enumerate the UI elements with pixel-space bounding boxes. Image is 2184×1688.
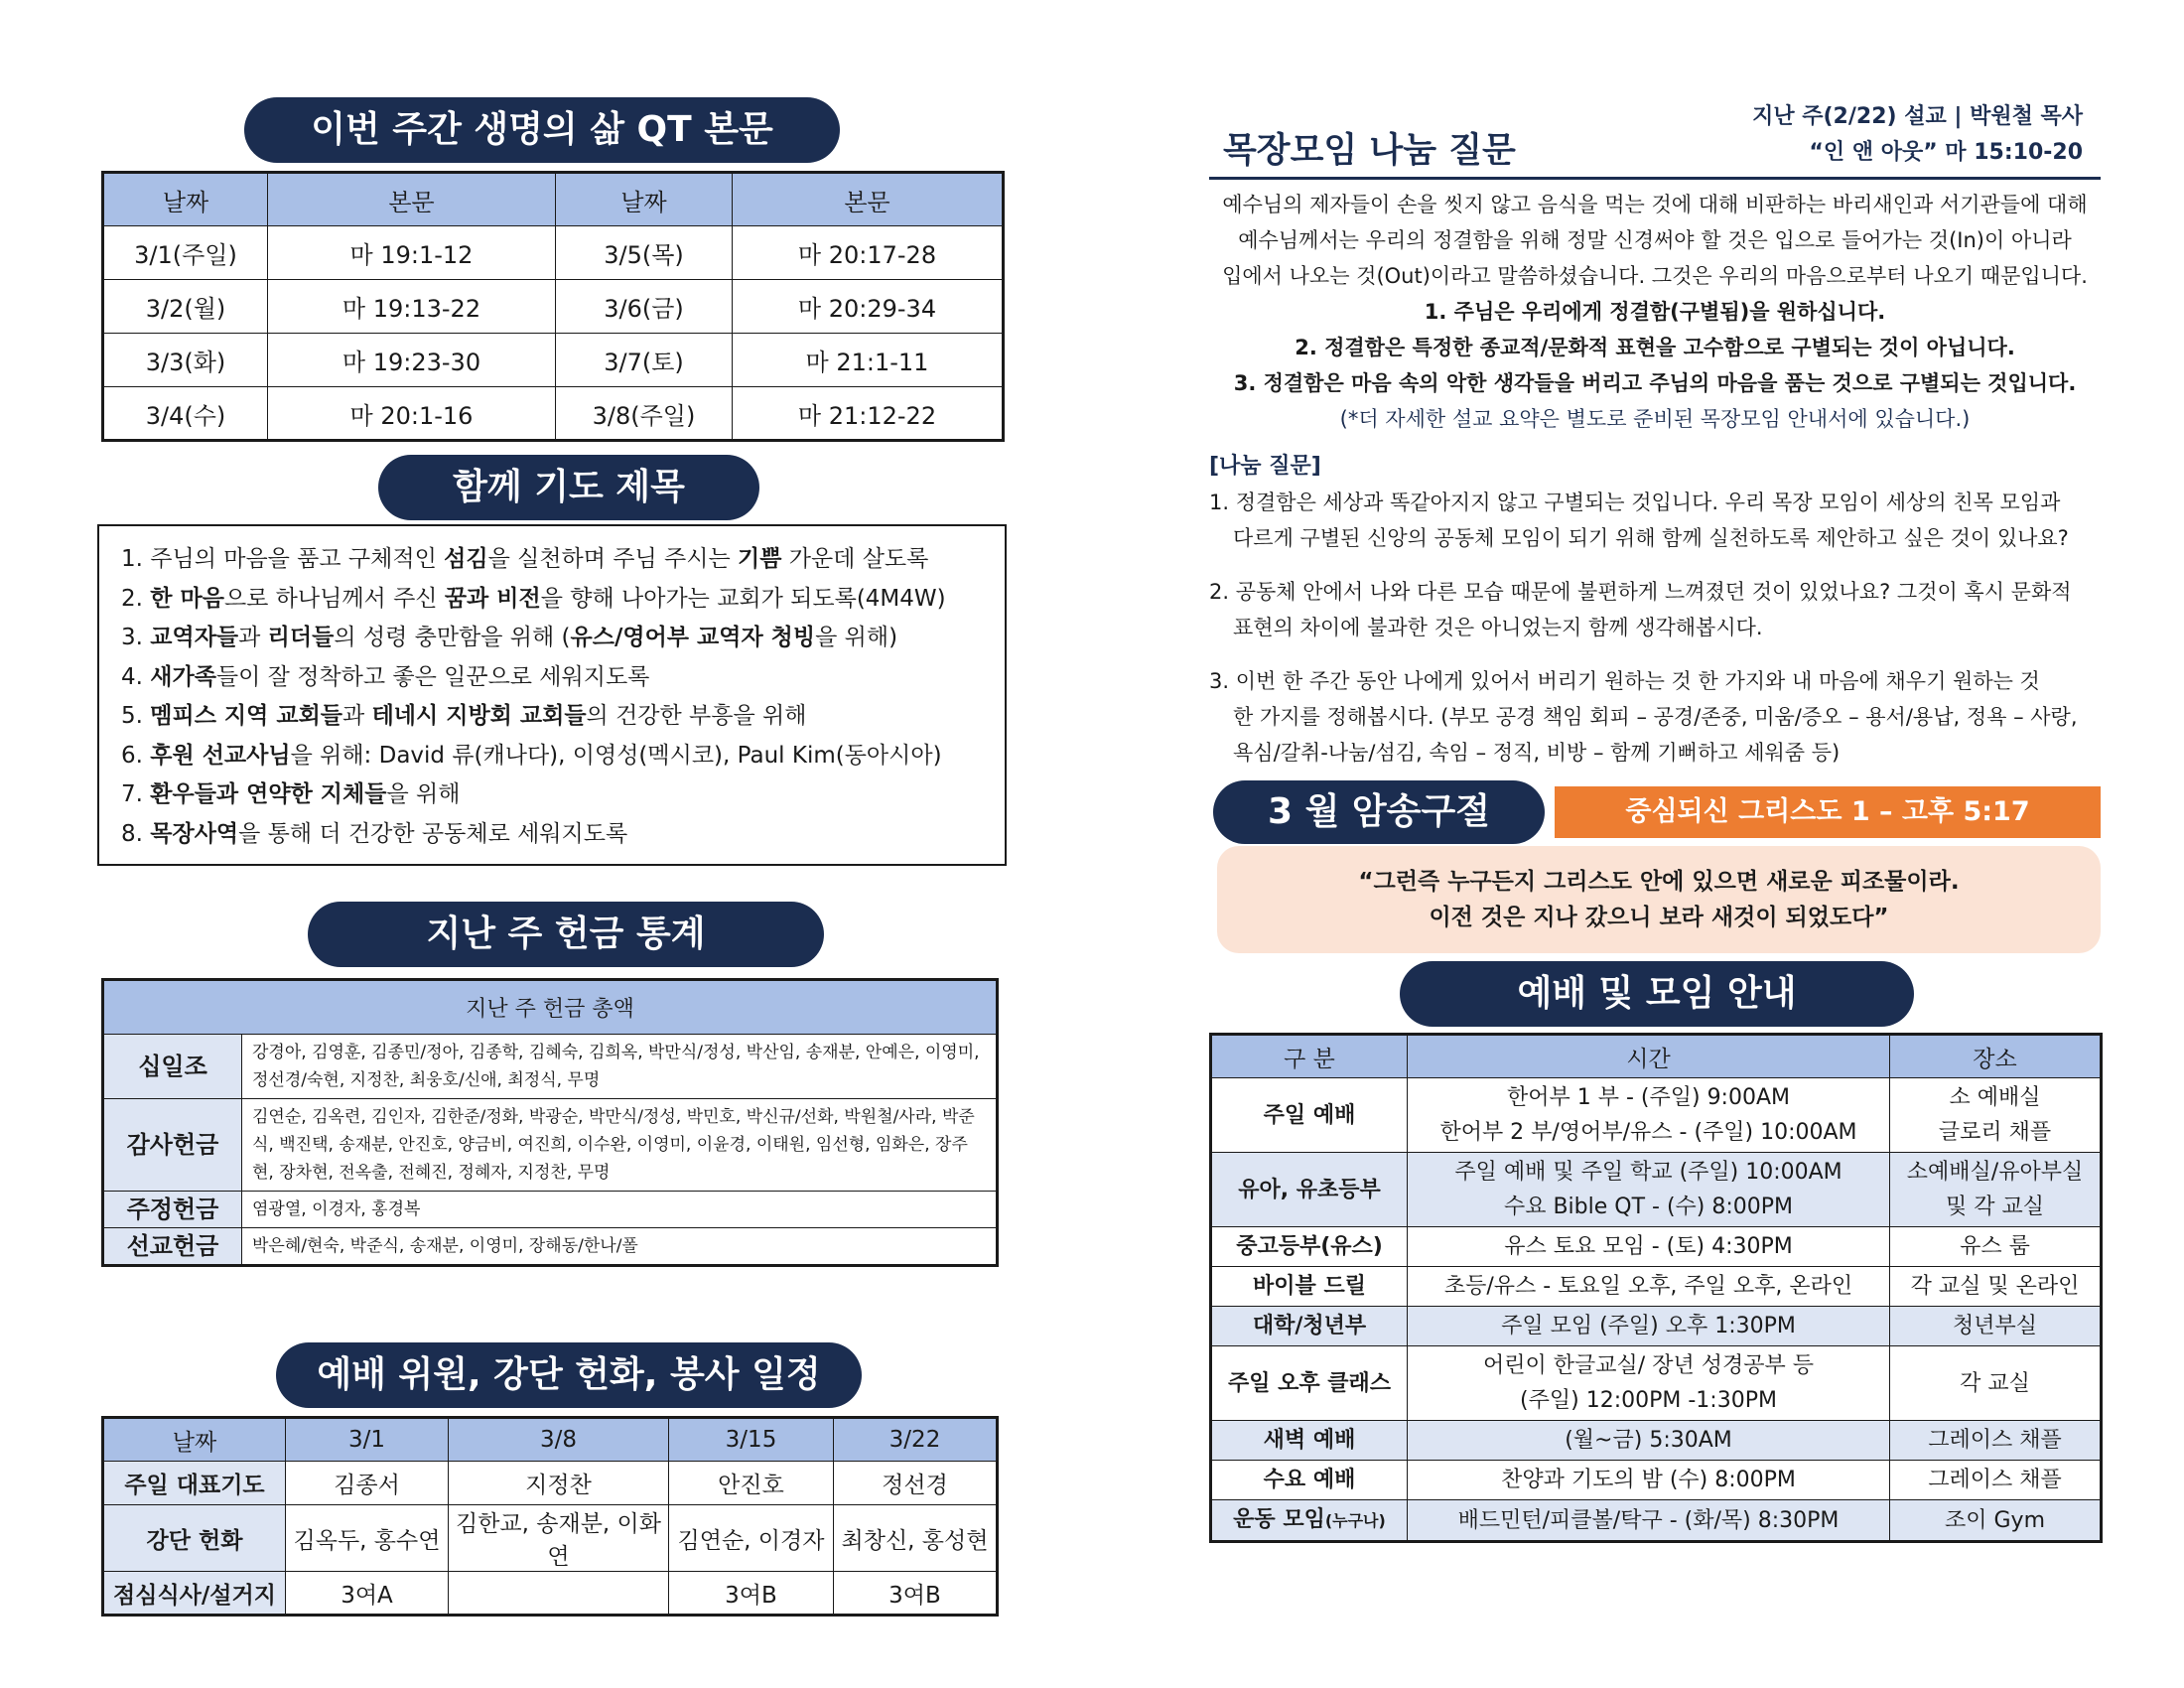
sermon-ref-line: 지난 주(2/22) 설교 | 박원철 목사 xyxy=(1752,104,2083,129)
guide-place xyxy=(1890,1500,2102,1542)
qt-passage-cell: 마 21:1-11 xyxy=(733,334,1004,387)
prayer-emphasis: 테네시 지방회 교회들 xyxy=(371,703,587,729)
qt-header-text: 본문 xyxy=(733,173,1004,226)
prayer-emphasis: 교역자들 xyxy=(150,625,239,650)
guide-place-line: 청년부실 xyxy=(1952,1314,2037,1338)
worship-guide-table xyxy=(1209,1033,2103,1543)
offering-row xyxy=(103,1035,998,1099)
schedule-header: 3/1 xyxy=(286,1418,449,1462)
summary-line: 입에서 나오는 것(Out)이라고 말씀하셨습니다. 그것은 우리의 마음으로부터 나오기 때문입니다. xyxy=(1222,264,2088,288)
guide-category-note: (누구나) xyxy=(1324,1511,1386,1530)
guide-time-line: (주일) 12:00PM -1:30PM xyxy=(1520,1388,1777,1413)
guide-category-label: 운동 모임 xyxy=(1233,1507,1325,1532)
qt-passage-cell: 마 20:1-16 xyxy=(268,387,556,441)
guide-category-label: 주일 오후 클래스 xyxy=(1227,1370,1392,1396)
prayer-text: 을 실천하며 주님 주시는 xyxy=(487,546,738,572)
qt-date-cell: 3/7(토) xyxy=(556,334,733,387)
guide-category xyxy=(1211,1153,1408,1227)
guide-time-line: 주일 모임 (주일) 오후 1:30PM xyxy=(1501,1314,1796,1338)
question-item xyxy=(1209,574,2103,645)
schedule-cell xyxy=(449,1572,669,1616)
qt-passage-cell: 마 19:23-30 xyxy=(268,334,556,387)
qt-passage-cell: 마 20:17-28 xyxy=(733,226,1004,280)
qt-passage-cell: 마 19:1-12 xyxy=(268,226,556,280)
guide-place xyxy=(1890,1461,2102,1500)
guide-place xyxy=(1890,1346,2102,1421)
guide-row xyxy=(1211,1346,2102,1421)
guide-title: 예배 및 모임 안내 xyxy=(1400,961,1914,1027)
question-item xyxy=(1209,663,2103,771)
guide-place-line: 및 각 교실 xyxy=(1946,1195,2044,1219)
guide-time xyxy=(1408,1307,1890,1346)
guide-place-line: 소예배실/유아부실 xyxy=(1906,1160,2084,1185)
guide-category xyxy=(1211,1078,1408,1153)
guide-time-line: 주일 예배 및 주일 학교 (주일) 10:00AM xyxy=(1454,1160,1843,1185)
prayer-text: 7. xyxy=(121,781,151,807)
prayer-text: 2. xyxy=(121,585,151,612)
guide-place-line: 각 교실 xyxy=(1960,1370,2030,1396)
offering-row xyxy=(103,1099,998,1192)
qt-header-date: 날짜 xyxy=(103,173,268,226)
guide-place xyxy=(1890,1078,2102,1153)
schedule-table xyxy=(101,1416,999,1617)
guide-row xyxy=(1211,1153,2102,1227)
guide-category xyxy=(1211,1461,1408,1500)
prayer-item xyxy=(121,737,1005,776)
guide-place-line: 그레이스 채플 xyxy=(1928,1468,2062,1492)
guide-place-line: 각 교실 및 온라인 xyxy=(1910,1274,2080,1299)
question-line: 3. 이번 한 주간 동안 나에게 있어서 버리기 원하는 것 한 가지와 내 마음에 채우기 원하는 것 xyxy=(1209,669,2040,693)
offering-category: 십일조 xyxy=(103,1035,242,1099)
qt-header-date: 날짜 xyxy=(556,173,733,226)
prayer-title: 함께 기도 제목 xyxy=(378,455,759,520)
guide-category-label: 새벽 예배 xyxy=(1263,1428,1356,1453)
schedule-cell: 3여B xyxy=(834,1572,998,1616)
qt-table xyxy=(101,171,1005,442)
schedule-cell: 지정찬 xyxy=(449,1462,669,1505)
guide-row xyxy=(1211,1307,2102,1346)
qt-passage-cell: 마 19:13-22 xyxy=(268,280,556,334)
schedule-cell: 정선경 xyxy=(834,1462,998,1505)
offering-table xyxy=(101,978,999,1267)
guide-time xyxy=(1408,1421,1890,1461)
prayer-emphasis: 한 마음 xyxy=(150,585,224,612)
schedule-cell: 김종서 xyxy=(286,1462,449,1505)
sermon-reference xyxy=(1752,99,2083,171)
mokjang-title: 목장모임 나눔 질문 xyxy=(1223,131,1516,171)
question-line: 1. 정결함은 세상과 똑같아지지 않고 구별되는 것입니다. 우리 목장 모임이 세상의 친목 모임과 xyxy=(1209,491,2061,514)
qt-date-cell: 3/4(수) xyxy=(103,387,268,441)
schedule-cell: 3여B xyxy=(669,1572,834,1616)
qt-date-cell: 3/8(주일) xyxy=(556,387,733,441)
guide-time xyxy=(1408,1227,1890,1267)
prayer-item xyxy=(121,540,1005,580)
prayer-text: 을 향해 나아가는 교회가 되도록(4M4W) xyxy=(540,585,946,612)
qt-passage-cell: 마 21:12-22 xyxy=(733,387,1004,441)
memory-verse xyxy=(1217,846,2101,953)
guide-category-label: 유아, 유초등부 xyxy=(1238,1177,1381,1202)
prayer-list xyxy=(97,524,1007,866)
guide-category xyxy=(1211,1227,1408,1267)
question-line: 욕심/갈취-나눔/섬김, 속임 – 정직, 비방 – 함께 기뻐하고 세워줌 등) xyxy=(1233,741,1841,765)
prayer-text: 1. 주님의 마음을 품고 구체적인 xyxy=(121,546,445,572)
prayer-emphasis: 후원 선교사님 xyxy=(150,742,291,769)
memory-verse-line: 이전 것은 지나 갔으니 보라 새것이 되었도다” xyxy=(1429,905,1889,930)
summary-point: 3. 정결함은 마음 속의 악한 생각들을 버리고 주님의 마음을 품는 것으로 구별되는 것입니다. xyxy=(1233,371,2077,395)
prayer-item xyxy=(121,580,1005,620)
prayer-emphasis: 멤피스 지역 교회들 xyxy=(150,703,343,729)
schedule-row xyxy=(103,1462,998,1505)
guide-time-line: 수요 Bible QT - (수) 8:00PM xyxy=(1503,1195,1794,1219)
qt-header-text: 본문 xyxy=(268,173,556,226)
prayer-text: 들이 잘 정착하고 좋은 일꾼으로 세워지도록 xyxy=(215,663,650,690)
guide-place xyxy=(1890,1421,2102,1461)
prayer-text: 4. xyxy=(121,663,151,690)
offering-names: 박은혜/현숙, 박준식, 송재분, 이영미, 장해동/한나/폴 xyxy=(242,1228,998,1266)
schedule-header: 날짜 xyxy=(103,1418,286,1462)
offering-header: 지난 주 헌금 총액 xyxy=(103,980,998,1035)
schedule-cell: 김연순, 이경자 xyxy=(669,1505,834,1572)
question-line: 다르게 구별된 신앙의 공동체 모임이 되기 위해 함께 실천하도록 제안하고 싶은 것이 있나요? xyxy=(1233,526,2069,550)
sermon-ref-line: “인 앤 아웃” 마 15:10-20 xyxy=(1809,140,2083,165)
guide-row xyxy=(1211,1078,2102,1153)
summary-line: 예수님의 제자들이 손을 씻지 않고 음식을 먹는 것에 대해 비판하는 바리새인과 서기관들에 대해 xyxy=(1222,193,2088,216)
prayer-emphasis: 섬김 xyxy=(444,546,488,572)
guide-time-line: 어린이 한글교실/ 장년 성경공부 등 xyxy=(1483,1353,1814,1378)
guide-time-line: 한어부 1 부 - (주일) 9:00AM xyxy=(1506,1085,1790,1110)
qt-row xyxy=(103,334,1004,387)
prayer-item xyxy=(121,697,1005,737)
prayer-item xyxy=(121,619,1005,658)
guide-time xyxy=(1408,1267,1890,1307)
guide-time-line: 한어부 2 부/영어부/유스 - (주일) 10:00AM xyxy=(1439,1120,1857,1145)
memory-reference: 중심되신 그리스도 1 – 고후 5:17 xyxy=(1555,786,2101,838)
prayer-emphasis: 기쁨 xyxy=(738,546,782,572)
guide-row xyxy=(1211,1461,2102,1500)
question-line: 2. 공동체 안에서 나와 다른 모습 때문에 불편하게 느껴졌던 것이 있었나요? 그것이 혹시 문화적 xyxy=(1209,580,2072,604)
guide-category-label: 주일 예배 xyxy=(1263,1102,1356,1128)
guide-time xyxy=(1408,1346,1890,1421)
guide-row xyxy=(1211,1500,2102,1542)
summary-note: (*더 자세한 설교 요약은 별도로 준비된 목장모임 안내서에 있습니다.) xyxy=(1339,407,1971,431)
schedule-role: 강단 헌화 xyxy=(103,1505,286,1572)
prayer-emphasis: 목장사역 xyxy=(150,820,239,847)
prayer-text: 과 xyxy=(342,703,372,729)
guide-time xyxy=(1408,1078,1890,1153)
question-header: [나눔 질문] xyxy=(1209,454,1321,479)
guide-place xyxy=(1890,1153,2102,1227)
offering-names: 김연순, 김옥련, 김인자, 김한준/정화, 박광순, 박만식/정성, 박민호, 박신규/선화, 박원철/사라, 박준식, 백진택, 송재분, 안진호, 양금비, 여진희, 이수완, 이영미, 이윤경, 이태원, 임선형, 임화은, 장주현, 장차현, 전옥출, 전혜진, 정혜자, 지정찬, 무명 xyxy=(242,1099,998,1192)
prayer-text: 을 위해 xyxy=(386,781,461,807)
prayer-emphasis: 유스/영어부 교역자 청빙 xyxy=(570,625,816,650)
offering-category: 주정헌금 xyxy=(103,1192,242,1228)
guide-time-line: 유스 토요 모임 - (토) 4:30PM xyxy=(1504,1234,1793,1259)
schedule-header: 3/8 xyxy=(449,1418,669,1462)
qt-date-cell: 3/5(목) xyxy=(556,226,733,280)
guide-place-line: 소 예배실 xyxy=(1949,1085,2041,1110)
prayer-emphasis: 새가족 xyxy=(150,663,216,690)
summary-point: 2. 정결함은 특정한 종교적/문화적 표현을 고수함으로 구별되는 것이 아닙니다. xyxy=(1295,336,2015,359)
guide-place xyxy=(1890,1307,2102,1346)
guide-time-line: 배드민턴/피클볼/탁구 - (화/목) 8:30PM xyxy=(1457,1507,1840,1533)
prayer-text: 5. xyxy=(121,703,151,729)
guide-category-label: 대학/청년부 xyxy=(1252,1314,1367,1338)
qt-row xyxy=(103,280,1004,334)
guide-time-line: 초등/유스 - 토요일 오후, 주일 오후, 온라인 xyxy=(1443,1274,1853,1299)
qt-date-cell: 3/2(월) xyxy=(103,280,268,334)
prayer-text: 가운데 살도록 xyxy=(781,546,929,572)
qt-passage-cell: 마 20:29-34 xyxy=(733,280,1004,334)
prayer-emphasis: 환우들과 연약한 지체들 xyxy=(150,781,387,807)
guide-place xyxy=(1890,1227,2102,1267)
memory-title: 3 월 암송구절 xyxy=(1213,780,1545,844)
guide-time-line: (월~금) 5:30AM xyxy=(1565,1428,1732,1453)
guide-category-label: 중고등부(유스) xyxy=(1236,1234,1383,1259)
schedule-row xyxy=(103,1505,998,1572)
prayer-emphasis: 리더들 xyxy=(267,625,335,650)
guide-place-line: 조이 Gym xyxy=(1945,1507,2045,1533)
schedule-role: 주일 대표기도 xyxy=(103,1462,286,1505)
qt-date-cell: 3/6(금) xyxy=(556,280,733,334)
summary-point: 1. 주님은 우리에게 정결함(구별됨)을 원하십니다. xyxy=(1424,300,1886,324)
prayer-text: 을 통해 더 건강한 공동체로 세워지도록 xyxy=(238,820,628,847)
qt-row xyxy=(103,387,1004,441)
guide-category xyxy=(1211,1421,1408,1461)
prayer-item xyxy=(121,658,1005,698)
prayer-text: 을 위해) xyxy=(815,625,898,650)
schedule-cell: 3여A xyxy=(286,1572,449,1616)
prayer-text: 을 위해: David 류(캐나다), 이영성(멕시코), Paul Kim(동아시아) xyxy=(290,742,942,769)
guide-header: 시간 xyxy=(1408,1035,1890,1078)
prayer-item xyxy=(121,775,1005,815)
memory-verse-line: “그런즉 누구든지 그리스도 안에 있으면 새로운 피조물이라. xyxy=(1358,869,1960,895)
qt-date-cell: 3/3(화) xyxy=(103,334,268,387)
prayer-text: 과 xyxy=(238,625,268,650)
prayer-text: 6. xyxy=(121,742,151,769)
offering-category: 감사헌금 xyxy=(103,1099,242,1192)
guide-category xyxy=(1211,1307,1408,1346)
schedule-header: 3/15 xyxy=(669,1418,834,1462)
sermon-summary xyxy=(1209,187,2101,437)
schedule-cell: 최창신, 홍성현 xyxy=(834,1505,998,1572)
title-divider xyxy=(1209,177,2101,180)
question-item xyxy=(1209,485,2103,556)
offering-category: 선교헌금 xyxy=(103,1228,242,1266)
schedule-cell: 김옥두, 홍수연 xyxy=(286,1505,449,1572)
guide-place-line: 그레이스 채플 xyxy=(1928,1428,2062,1453)
qt-row xyxy=(103,226,1004,280)
guide-category xyxy=(1211,1267,1408,1307)
guide-category xyxy=(1211,1346,1408,1421)
prayer-item xyxy=(121,815,1005,855)
guide-time xyxy=(1408,1153,1890,1227)
offering-row xyxy=(103,1192,998,1228)
offering-row xyxy=(103,1228,998,1266)
offering-names: 강경아, 김영훈, 김종민/정아, 김종학, 김혜숙, 김희옥, 박만식/정성, 박산임, 송재분, 안예은, 이영미, 정선경/숙현, 지정찬, 최웅호/신애, 최정식, 무명 xyxy=(242,1035,998,1099)
guide-category-label: 바이블 드릴 xyxy=(1253,1274,1366,1299)
schedule-cell: 김한교, 송재분, 이화연 xyxy=(449,1505,669,1572)
schedule-row xyxy=(103,1572,998,1616)
prayer-text: 의 성령 충만함을 위해 ( xyxy=(334,625,571,650)
prayer-emphasis: 꿈과 비전 xyxy=(444,585,541,612)
guide-place-line: 글로리 채플 xyxy=(1938,1120,2052,1145)
schedule-cell: 안진호 xyxy=(669,1462,834,1505)
guide-row xyxy=(1211,1267,2102,1307)
guide-row xyxy=(1211,1227,2102,1267)
prayer-text: 의 건강한 부흥을 위해 xyxy=(586,703,807,729)
guide-time xyxy=(1408,1500,1890,1542)
qt-title: 이번 주간 생명의 삶 QT 본문 xyxy=(244,97,840,163)
schedule-title: 예배 위원, 강단 헌화, 봉사 일정 xyxy=(276,1342,862,1408)
guide-time xyxy=(1408,1461,1890,1500)
summary-line: 예수님께서는 우리의 정결함을 위해 정말 신경써야 할 것은 입으로 들어가는 것(In)이 아니라 xyxy=(1238,228,2072,252)
schedule-role: 점심식사/설거지 xyxy=(103,1572,286,1616)
guide-header: 구 분 xyxy=(1211,1035,1408,1078)
prayer-text: 3. xyxy=(121,625,151,650)
guide-time-line: 찬양과 기도의 밤 (수) 8:00PM xyxy=(1501,1468,1796,1492)
schedule-header: 3/22 xyxy=(834,1418,998,1462)
prayer-text: 8. xyxy=(121,820,151,847)
guide-category xyxy=(1211,1500,1408,1542)
question-line: 한 가지를 정해봅시다. (부모 공경 책임 회피 – 공경/존중, 미움/증오 – 용서/용납, 정욕 – 사랑, xyxy=(1233,705,2078,729)
offering-title: 지난 주 헌금 통계 xyxy=(308,902,824,967)
question-line: 표현의 차이에 불과한 것은 아니었는지 함께 생각해봅시다. xyxy=(1233,616,1763,639)
guide-category-label: 수요 예배 xyxy=(1263,1468,1356,1492)
guide-place-line: 유스 룸 xyxy=(1960,1234,2030,1259)
prayer-text: 으로 하나님께서 주신 xyxy=(223,585,445,612)
qt-date-cell: 3/1(주일) xyxy=(103,226,268,280)
guide-place xyxy=(1890,1267,2102,1307)
offering-names: 염광열, 이경자, 홍경복 xyxy=(242,1192,998,1228)
guide-header: 장소 xyxy=(1890,1035,2102,1078)
guide-row xyxy=(1211,1421,2102,1461)
